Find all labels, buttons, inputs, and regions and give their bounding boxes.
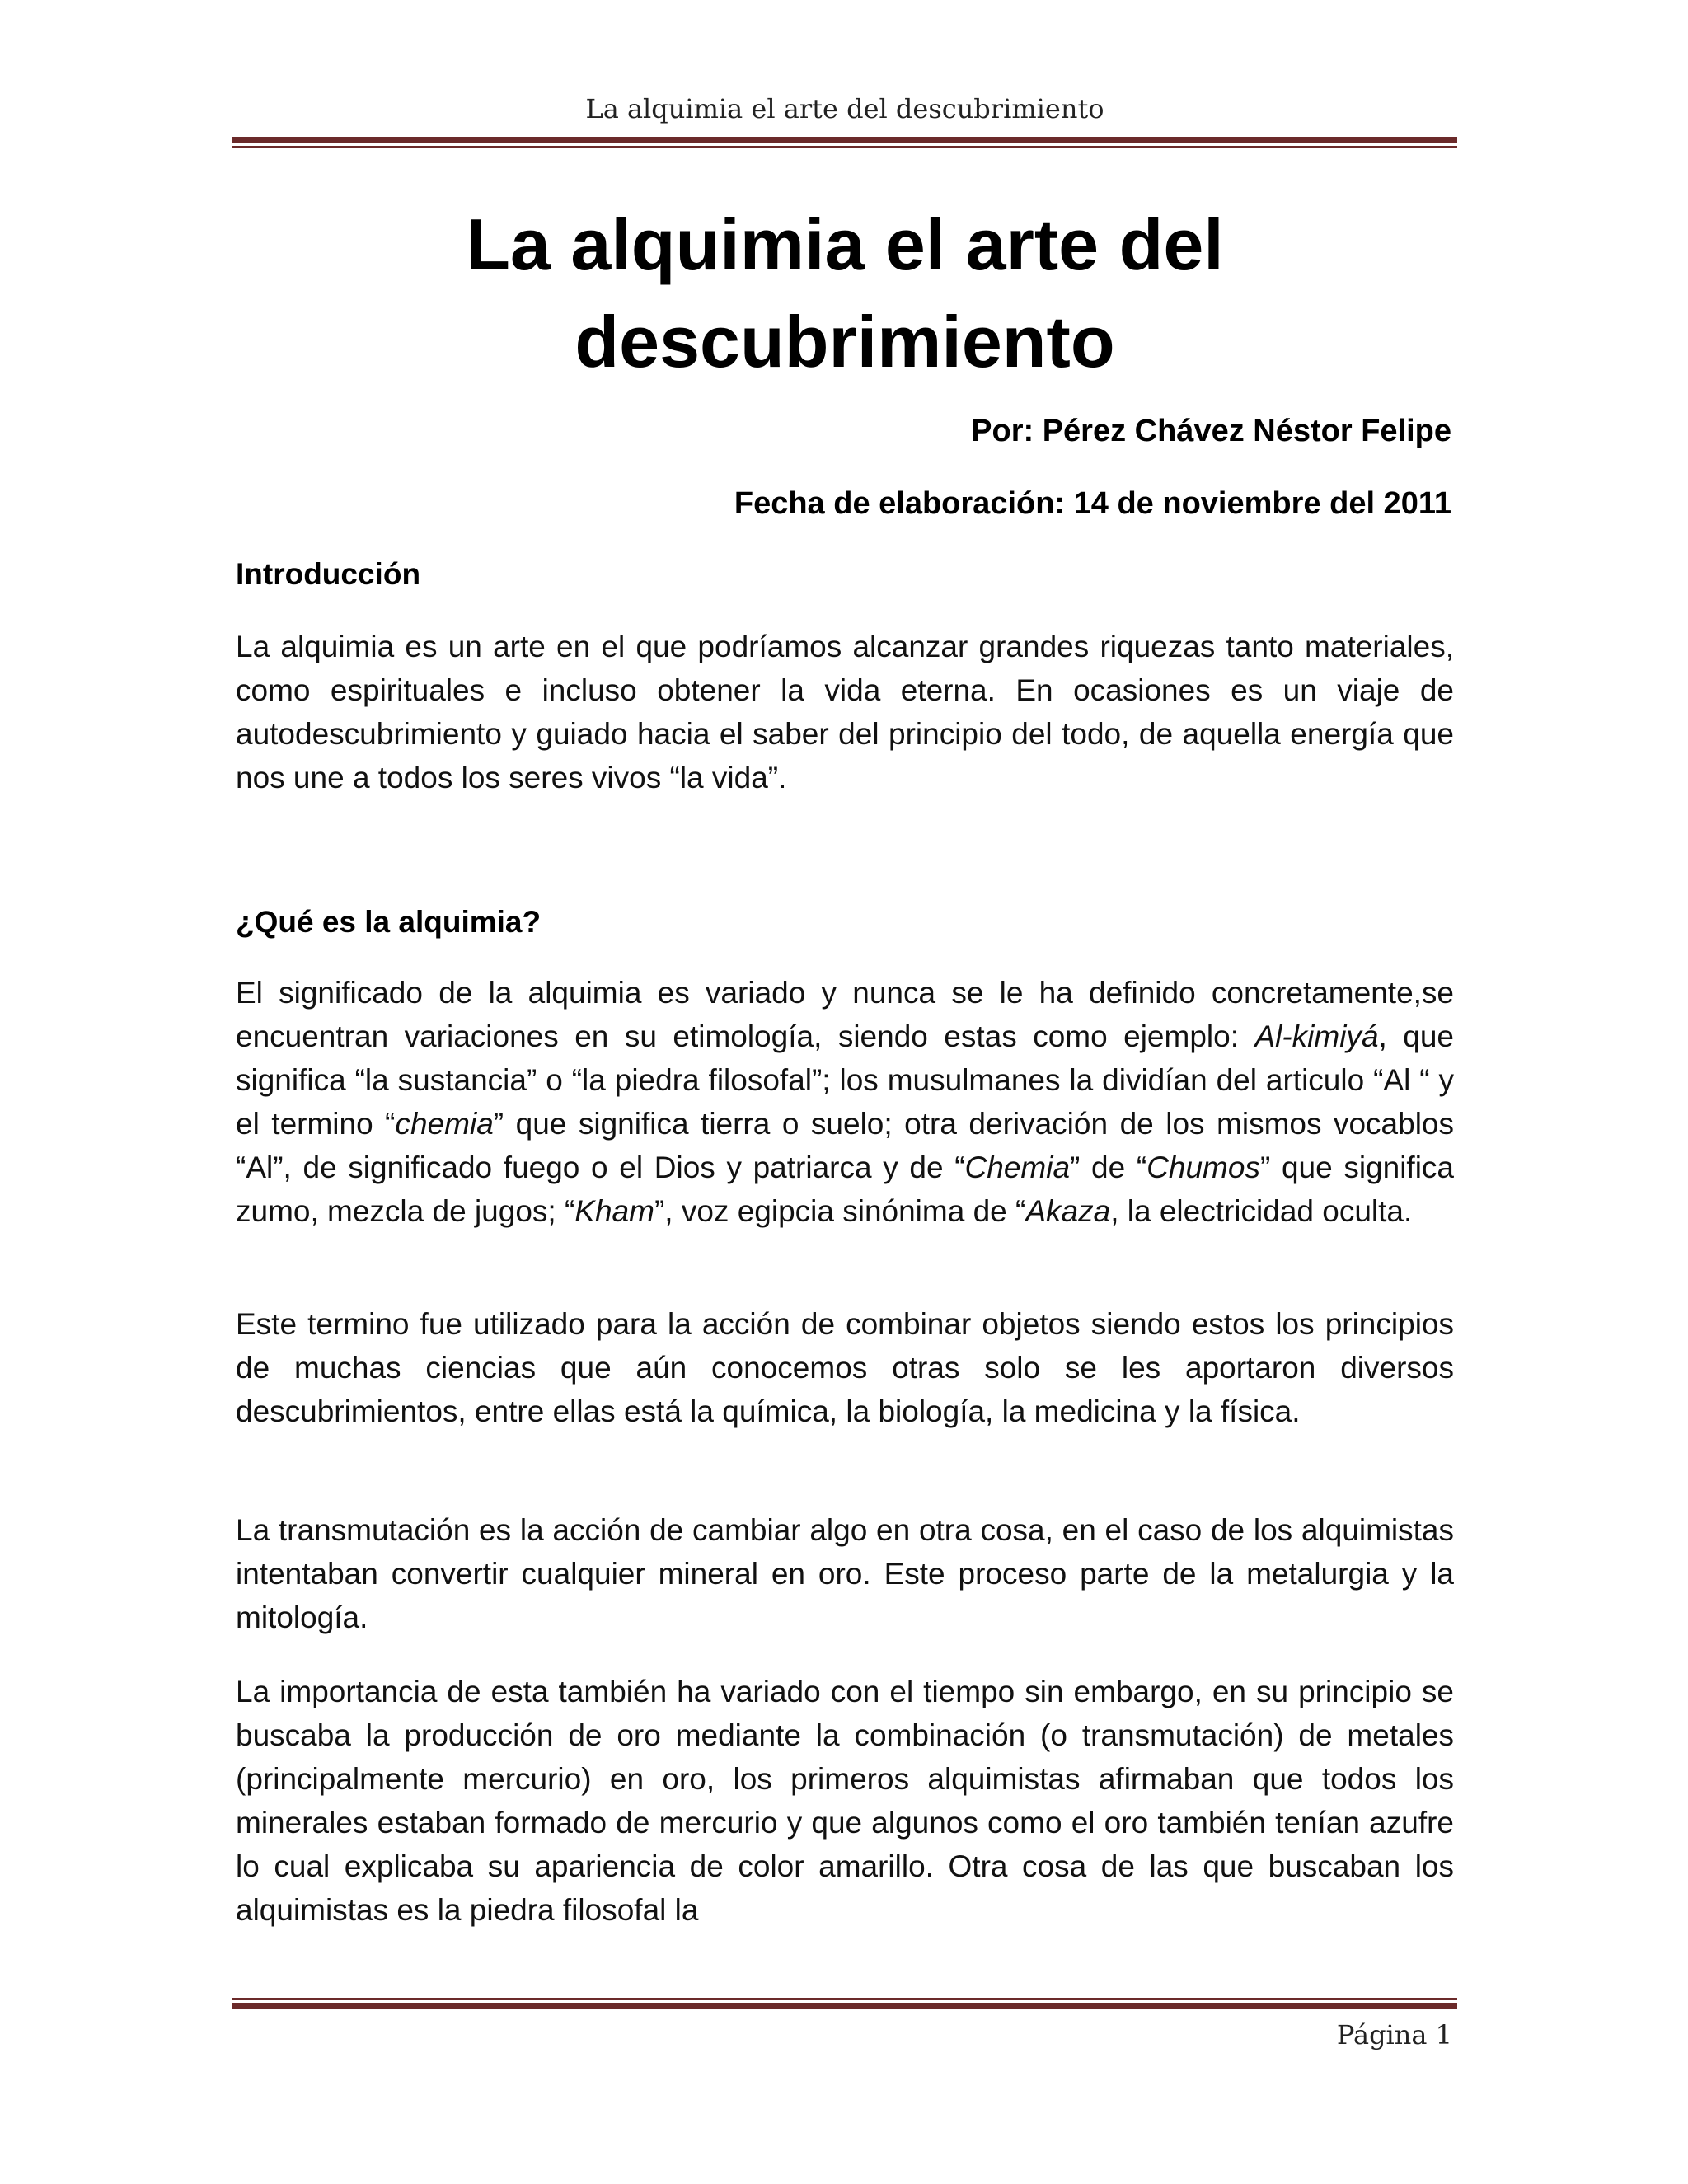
- p1-text-3: ” que significa tierra o suelo; otra derivación de los mismos vocablos “Al”, de significado fuego o el Dios y patriarca y de “: [236, 1107, 1455, 1184]
- importance-paragraph: La importancia de esta también ha variado con el tiempo sin embargo, en su principio se buscaba la producción de oro mediante la combinación (o transmutación) de metales (principalmente mercurio) en oro, los primeros alquimistas afirmaban que todos los minerales estaban formado de mercurio y que algunos como el oro también tenían azufre lo cual explicaba su apariencia de color amarillo. Otra cosa de las que buscaban los alquimistas es la piedra filosofal la: [236, 1675, 1454, 1927]
- intro-heading: Introducción: [236, 557, 421, 591]
- p1-text-5: ” que significa zumo, mezcla de jugos; “: [236, 1151, 1455, 1228]
- p1-text-4: ” de “: [1070, 1151, 1147, 1184]
- document-title: [232, 196, 1457, 391]
- term-usage-paragraph: Este termino fue utilizado para la acción de combinar objetos siendo estos los principios de muchas ciencias que aún conocemos otras solo se les aportaron diversos descubrimientos, entre ellas está la química, la biología, la medicina y la física.: [236, 1307, 1454, 1428]
- p1-text-6: ”, voz egipcia sinónima de “: [654, 1194, 1026, 1228]
- p1-term-6: Akaza: [1025, 1194, 1111, 1228]
- p1-text-1: El significado de la alquimia es variado y nunca se le ha definido concretamente,se encuentran variaciones en su etimología, siendo estas como ejemplo:: [236, 976, 1454, 1053]
- p1-term-2: chemia: [395, 1107, 494, 1141]
- footer-rule: [232, 1998, 1457, 2009]
- title-line-1: La alquimia el arte del: [466, 204, 1224, 285]
- author-line: Por: Pérez Chávez Néstor Felipe: [971, 414, 1451, 448]
- p1-term-1: Al-kimiyá: [1254, 1019, 1379, 1053]
- etymology-paragraph: [236, 971, 1454, 1233]
- p1-text-2: , que significa “la sustancia” o “la piedra filosofal”; los musulmanes la dividían del articulo “Al “ y el termino “: [236, 1019, 1454, 1141]
- header-rule: [232, 137, 1457, 148]
- intro-paragraph: La alquimia es un arte en el que podríamos alcanzar grandes riquezas tanto materiales, como espirituales e incluso obtener la vida eterna. En ocasiones es un viaje de autodescubrimiento y guiado hacia el saber del principio del todo, de aquella energía que nos une a todos los seres vivos “la vida”.: [236, 630, 1454, 794]
- page-number: Página 1: [1336, 2019, 1452, 2050]
- transmutation-paragraph: La transmutación es la acción de cambiar algo en otra cosa, en el caso de los alquimistas intentaban convertir cualquier mineral en oro. Este proceso parte de la metalurgia y la mitología.: [236, 1513, 1454, 1634]
- date-line: Fecha de elaboración: 14 de noviembre del 2011: [734, 486, 1451, 521]
- p1-term-3: Chemia: [964, 1151, 1071, 1184]
- p1-term-4: Chumos: [1146, 1151, 1260, 1184]
- p1-text-7: , la electricidad oculta.: [1110, 1194, 1413, 1228]
- p1-term-5: Kham: [574, 1194, 654, 1228]
- what-is-heading: ¿Qué es la alquimia?: [236, 905, 542, 939]
- running-header: La alquimia el arte del descubrimiento: [585, 93, 1104, 124]
- title-line-2: descubrimiento: [574, 301, 1115, 382]
